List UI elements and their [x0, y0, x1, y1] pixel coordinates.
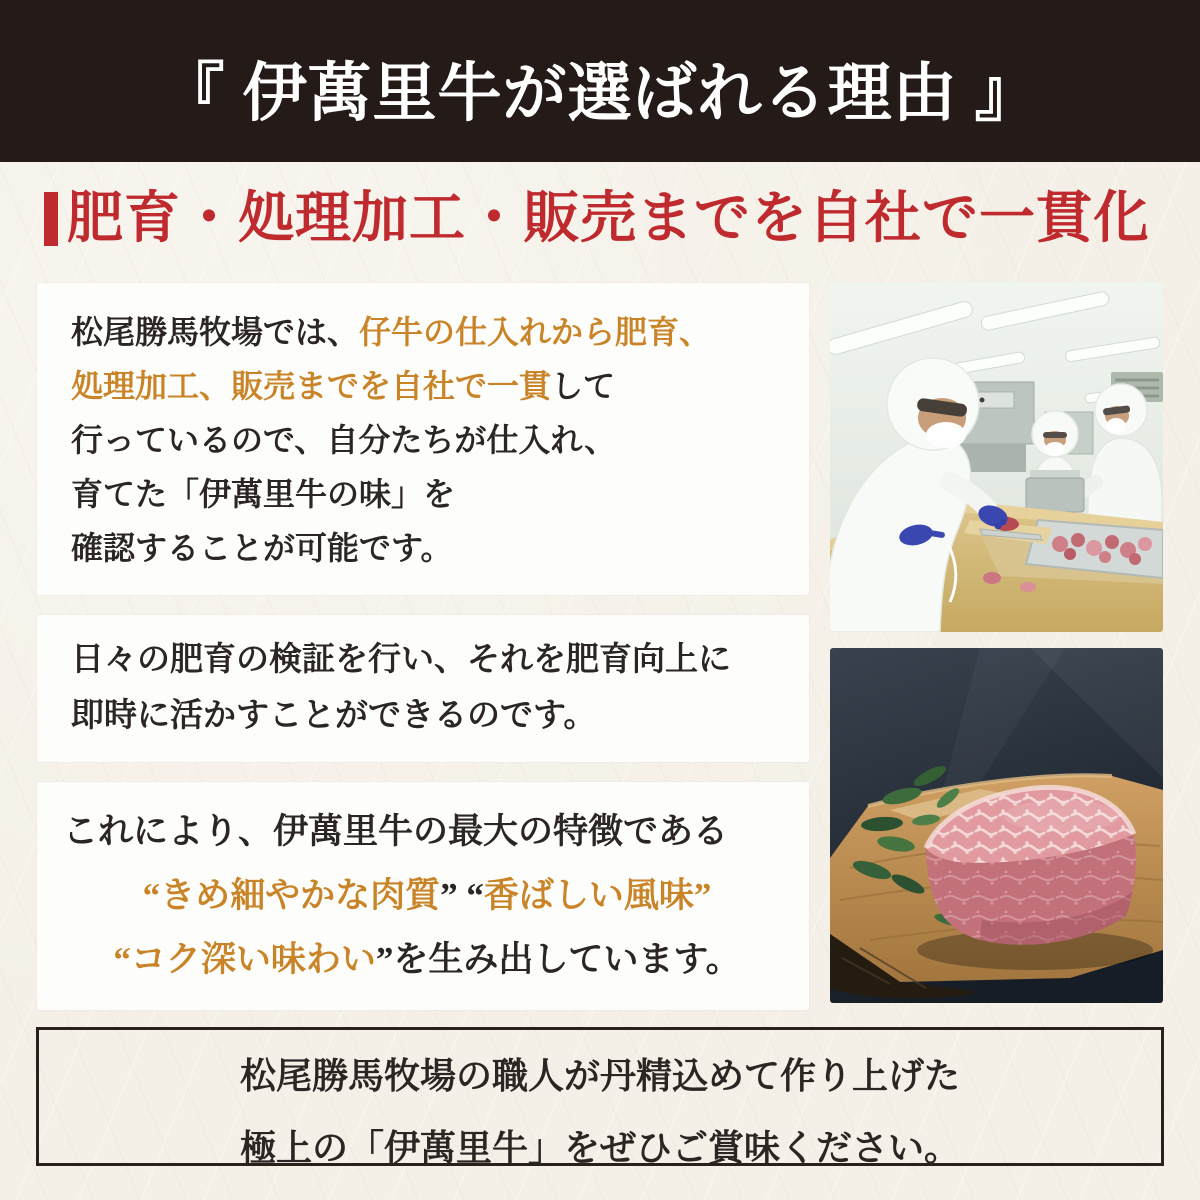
close-quote: ” [375, 940, 394, 979]
text-segment: コク深い味わい [130, 940, 376, 979]
footer-line: 極上の「伊萬里牛」をぜひご賞味ください。 [239, 1128, 960, 1168]
factory-photo [830, 282, 1163, 632]
footer-note-box [36, 1027, 1164, 1166]
page-title: 『 伊萬里牛が選ばれる理由 』 [160, 58, 1040, 129]
section-heading [44, 190, 1150, 248]
open-quote: “ [466, 876, 484, 915]
feature-card-sourcing [37, 283, 809, 595]
close-quote: ” [440, 876, 458, 915]
text-segment: 日々の肥育の検証を行い、それを肥育向上に [71, 642, 731, 678]
text-segment: 処理加工、販売までを自社で一貫 [71, 368, 552, 404]
text-line [71, 632, 779, 688]
text-segment: 香ばしい風味 [483, 876, 694, 915]
text-segment: 確認することが可能です。 [71, 530, 453, 566]
text-line [71, 305, 779, 359]
text-line [71, 688, 779, 744]
accent-bar [44, 192, 58, 246]
text-line [71, 521, 779, 575]
weighing-scale [1026, 470, 1084, 512]
footer-line: 松尾勝馬牧場の職人が丹精込めて作り上げた [239, 1056, 960, 1096]
steak-photo-graphic [830, 648, 1163, 1003]
text-segment: 行っているので、自分たちが仕入れ、 [71, 422, 617, 458]
feature-card-verification [37, 615, 809, 762]
text-segment: 松尾勝馬牧場では、 [71, 314, 360, 350]
open-quote: “ [113, 940, 131, 979]
text-segment: きめ細やかな肉質 [160, 876, 441, 915]
steak-photo [830, 648, 1163, 1003]
text-line [71, 413, 779, 467]
meat-scrap [1020, 582, 1036, 592]
close-quote: ” [693, 876, 712, 915]
text-line [63, 864, 791, 928]
text-line [63, 800, 791, 864]
text-segment: して [551, 368, 616, 404]
section-heading-text: 肥育・処理加工・販売までを自社で一貫化 [67, 188, 1150, 250]
feature-card-qualities [37, 782, 809, 1010]
beef-block [917, 787, 1153, 970]
text-segment: これにより、伊萬里牛の最大の特徴である [63, 812, 729, 851]
text-segment: 仔牛の仕入れから肥育、 [359, 314, 712, 350]
text-line [63, 928, 791, 992]
text-line [71, 359, 779, 413]
factory-photo-graphic [830, 282, 1163, 632]
header-banner [0, 0, 1200, 162]
meat-scrap [983, 572, 1001, 584]
open-quote: “ [142, 876, 161, 915]
text-segment: 育てた「伊萬里牛の味」を [71, 476, 456, 512]
text-segment: 即時に活かすことができるのです。 [71, 698, 597, 734]
text-line [71, 467, 779, 521]
text-segment: を生み出しています。 [393, 940, 741, 979]
